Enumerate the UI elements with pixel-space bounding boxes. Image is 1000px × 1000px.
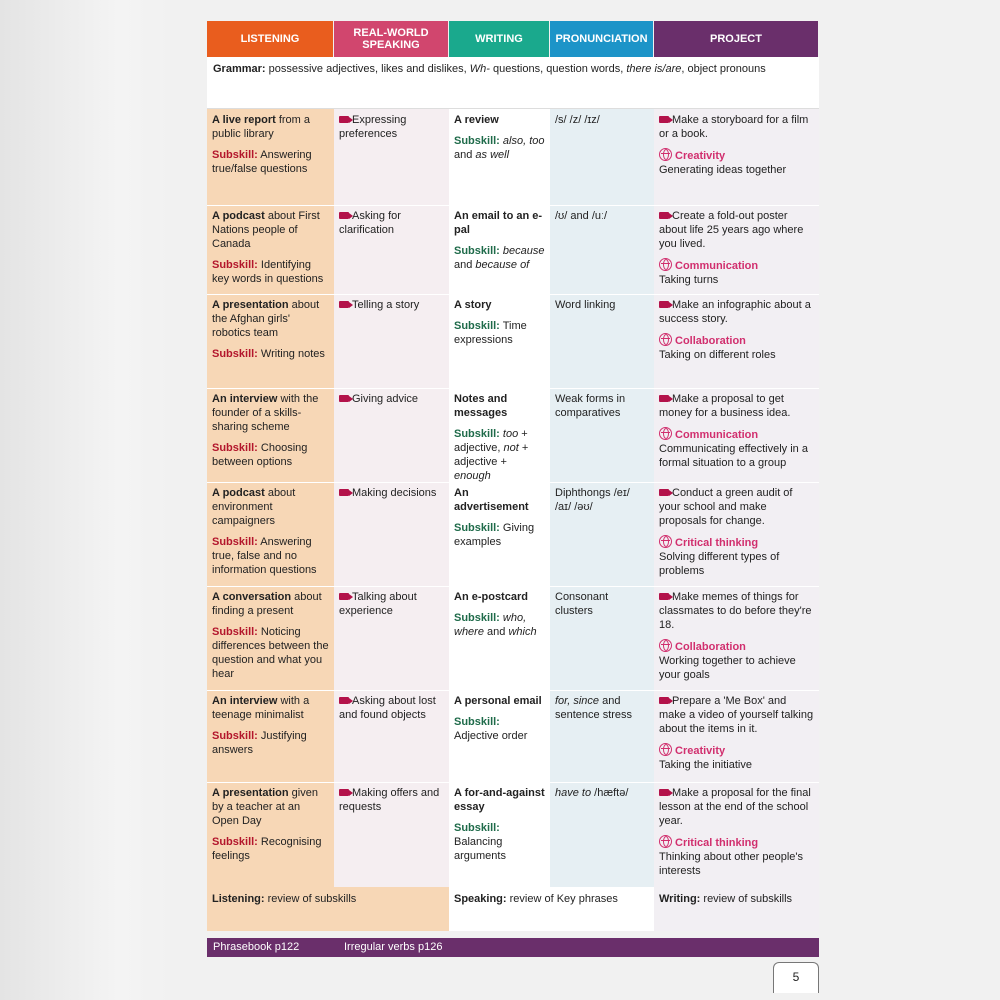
writing-subskill	[454, 521, 545, 549]
project-task	[659, 786, 814, 828]
subskill-part: not	[503, 442, 519, 454]
header-speaking: REAL-WORLD SPEAKING	[334, 21, 448, 57]
subskill-label: Subskill:	[454, 135, 500, 147]
listening-subskill	[212, 729, 329, 757]
writing-cell	[449, 482, 550, 586]
listening-cell	[207, 690, 334, 782]
spacer	[212, 434, 329, 441]
subskill-label: Subskill:	[454, 716, 500, 728]
spacer	[659, 528, 814, 535]
subskill-part: and	[454, 149, 476, 161]
pronunciation-text: Word linking	[555, 299, 616, 311]
project-skill	[659, 535, 814, 550]
project-task	[659, 298, 814, 326]
project-task	[659, 486, 814, 528]
review-text: review of Key phrases	[506, 893, 618, 905]
speaking-text: Asking for clarification	[339, 210, 401, 236]
syllabus-page	[207, 0, 819, 1000]
listening-cell	[207, 109, 334, 205]
subskill-part: also, too	[499, 135, 545, 147]
listening-title	[212, 113, 329, 141]
speaking-text: Making decisions	[352, 487, 437, 499]
pronunciation-text: and sentence stress	[555, 695, 633, 721]
project-task	[659, 209, 814, 251]
writing-title: A story	[454, 299, 492, 311]
writing-subskill	[454, 319, 545, 347]
subskill-text: Writing notes	[257, 348, 325, 360]
listening-title-text: An interview	[212, 695, 278, 707]
writing-cell	[449, 690, 550, 782]
project-cell	[654, 782, 819, 887]
project-cell	[654, 109, 819, 205]
spacer	[659, 736, 814, 743]
listening-cell	[207, 482, 334, 586]
spacer	[659, 326, 814, 333]
project-task-text: Conduct a green audit of your school and make proposals for change.	[659, 487, 793, 527]
subskill-text: Answering true/false questions	[212, 149, 312, 175]
speaking-cell	[334, 109, 449, 205]
spacer	[659, 828, 814, 835]
page-edge-shadow	[0, 0, 170, 1000]
globe-icon	[659, 835, 672, 848]
subskill-label: Subskill:	[454, 245, 500, 257]
review-text: review of subskills	[264, 893, 357, 905]
listening-title	[212, 694, 329, 722]
subskill-label: Subskill:	[212, 442, 258, 454]
listening-description: about the Afghan girls' robotics team	[212, 299, 320, 339]
review-label: Speaking:	[454, 893, 507, 905]
speaking-text: Asking about lost and found objects	[339, 695, 436, 721]
listening-description: about environment campaigners	[212, 487, 296, 527]
listening-title-text: An interview	[212, 393, 278, 405]
listening-title	[212, 298, 329, 340]
spacer	[659, 420, 814, 427]
pronunciation-cell	[550, 388, 654, 482]
spacer	[212, 340, 329, 347]
listening-title-text: A live report	[212, 114, 276, 126]
subskill-text: Justifying answers	[212, 730, 307, 756]
video-camera-icon[interactable]	[339, 789, 349, 796]
subskill-label: Subskill:	[454, 612, 500, 624]
review-listening	[207, 887, 449, 931]
spacer	[659, 251, 814, 258]
speaking-text: Giving advice	[352, 393, 419, 405]
spacer	[212, 618, 329, 625]
writing-cell	[449, 388, 550, 482]
pronunciation-text: Diphthongs /eɪ/ /aɪ/ /əʊ/	[555, 487, 630, 513]
video-camera-icon[interactable]	[659, 593, 669, 600]
subskill-part: which	[508, 626, 537, 638]
globe-icon	[659, 333, 672, 346]
speaking-cell	[334, 294, 449, 388]
listening-cell	[207, 205, 334, 294]
listening-title	[212, 590, 329, 618]
subskill-label: Subskill:	[454, 320, 500, 332]
project-task-text: Make a proposal for the final lesson at the end of the school year.	[659, 787, 811, 827]
project-cell	[654, 205, 819, 294]
project-task-text: Create a fold-out poster about life 25 years ago where you lived.	[659, 210, 804, 250]
project-skill-description: Taking turns	[659, 274, 719, 286]
spacer	[212, 828, 329, 835]
grammar-text-3: , object pronouns	[681, 63, 766, 75]
project-skill-name: Creativity	[675, 745, 726, 757]
writing-subskill	[454, 611, 545, 639]
phrasebook-ref: Phrasebook p122	[213, 941, 300, 953]
spacer	[212, 141, 329, 148]
subskill-label: Subskill:	[212, 730, 258, 742]
project-skill-name: Communication	[675, 260, 759, 272]
subskill-label: Subskill:	[212, 536, 258, 548]
writing-title: Notes and messages	[454, 393, 508, 419]
spacer	[454, 604, 545, 611]
writing-cell	[449, 205, 550, 294]
speaking-text: Telling a story	[352, 299, 420, 311]
project-skill-description: Solving different types of problems	[659, 551, 780, 577]
subskill-part: Adjective order	[454, 730, 528, 742]
project-skill-description: Taking the initiative	[659, 759, 752, 771]
listening-title-text: A podcast	[212, 487, 265, 499]
subskill-label: Subskill:	[212, 626, 258, 638]
listening-title	[212, 209, 329, 251]
project-task	[659, 392, 814, 420]
video-camera-icon[interactable]	[339, 395, 349, 402]
speaking-cell	[334, 690, 449, 782]
project-skill-name: Critical thinking	[675, 837, 759, 849]
writing-title: A review	[454, 114, 499, 126]
project-cell	[654, 294, 819, 388]
subskill-label: Subskill:	[454, 822, 500, 834]
subskill-part: Time expressions	[454, 320, 527, 346]
listening-cell	[207, 388, 334, 482]
footer-bar	[207, 938, 819, 957]
spacer	[659, 141, 814, 148]
project-skill	[659, 148, 814, 163]
review-label: Writing:	[659, 893, 701, 905]
project-skill-description: Thinking about other people's interests	[659, 851, 803, 877]
project-skill	[659, 258, 814, 273]
globe-icon	[659, 258, 672, 271]
speaking-cell	[334, 482, 449, 586]
project-skill	[659, 835, 814, 850]
subskill-label: Subskill:	[212, 259, 258, 271]
writing-cell	[449, 782, 550, 887]
listening-subskill	[212, 441, 329, 469]
subskill-label: Subskill:	[212, 836, 258, 848]
pronunciation-cell	[550, 294, 654, 388]
project-skill	[659, 639, 814, 654]
project-skill-name: Collaboration	[675, 641, 746, 653]
video-camera-icon[interactable]	[339, 697, 349, 704]
listening-title	[212, 486, 329, 528]
writing-title: A for-and-against essay	[454, 787, 545, 813]
subskill-part: and	[454, 259, 476, 271]
project-skill-name: Communication	[675, 429, 759, 441]
subskill-part: Giving examples	[454, 522, 535, 548]
pronunciation-cell	[550, 205, 654, 294]
grammar-label: Grammar:	[213, 63, 266, 75]
project-skill	[659, 427, 814, 442]
subskill-part: who, where	[454, 612, 527, 638]
pronunciation-cell	[550, 690, 654, 782]
writing-subskill	[454, 427, 545, 483]
subskill-label: Subskill:	[212, 149, 258, 161]
globe-icon	[659, 427, 672, 440]
writing-cell	[449, 586, 550, 690]
spacer	[212, 528, 329, 535]
listening-subskill	[212, 347, 329, 361]
subskill-text: Noticing differences between the question and what you hear	[212, 626, 329, 680]
pronunciation-cell	[550, 782, 654, 887]
listening-title-text: A presentation	[212, 787, 289, 799]
writing-subskill	[454, 715, 545, 743]
globe-icon	[659, 148, 672, 161]
speaking-text: Expressing preferences	[339, 114, 407, 140]
listening-description: from a public library	[212, 114, 311, 140]
subskill-label: Subskill:	[454, 428, 500, 440]
pronunciation-cell	[550, 586, 654, 690]
pronunciation-text: /ʊ/ and /uː/	[555, 210, 608, 222]
listening-description: given by a teacher at an Open Day	[212, 787, 318, 827]
project-task-text: Make memes of things for classmates to do before they're 18.	[659, 591, 812, 631]
listening-subskill	[212, 148, 329, 176]
speaking-text: Making offers and requests	[339, 787, 440, 813]
review-label: Listening:	[212, 893, 265, 905]
header-listening: LISTENING	[207, 21, 333, 57]
video-camera-icon[interactable]	[339, 301, 349, 308]
writing-title: An email to an e-pal	[454, 210, 543, 236]
subskill-part: because	[499, 245, 545, 257]
listening-subskill	[212, 535, 329, 577]
writing-subskill	[454, 134, 545, 162]
writing-subskill	[454, 821, 545, 863]
project-cell	[654, 482, 819, 586]
spacer	[454, 708, 545, 715]
project-skill-name: Critical thinking	[675, 537, 759, 549]
header-pronunciation: PRONUNCIATION	[550, 21, 653, 57]
pronunciation-cell	[550, 109, 654, 205]
project-task	[659, 590, 814, 632]
grammar-text-2: questions, question words,	[489, 63, 627, 75]
video-camera-icon[interactable]	[659, 212, 669, 219]
spacer	[454, 420, 545, 427]
writing-title: An advertisement	[454, 487, 529, 513]
video-camera-icon[interactable]	[659, 301, 669, 308]
video-camera-icon[interactable]	[659, 789, 669, 796]
listening-title-text: A podcast	[212, 210, 265, 222]
spacer	[212, 251, 329, 258]
speaking-cell	[334, 586, 449, 690]
project-skill-description: Taking on different roles	[659, 349, 776, 361]
pronunciation-text: /hæftə/	[591, 787, 629, 799]
project-skill	[659, 333, 814, 348]
subskill-text: Identifying key words in questions	[212, 259, 324, 285]
grammar-text-1: possessive adjectives, likes and dislikes,	[265, 63, 470, 75]
listening-subskill	[212, 625, 329, 681]
listening-subskill	[212, 258, 329, 286]
video-camera-icon[interactable]	[339, 593, 349, 600]
subskill-part: + adjective,	[454, 428, 528, 454]
listening-description: about finding a present	[212, 591, 322, 617]
grammar-wh: Wh-	[469, 63, 490, 75]
listening-cell	[207, 782, 334, 887]
listening-title	[212, 392, 329, 434]
project-skill	[659, 743, 814, 758]
project-task-text: Make a storyboard for a film or a book.	[659, 114, 809, 140]
header-writing: WRITING	[449, 21, 549, 57]
pronunciation-text: Consonant clusters	[555, 591, 609, 617]
subskill-part: enough	[454, 470, 491, 482]
review-text: review of subskills	[700, 893, 793, 905]
irregular-verbs-ref: Irregular verbs p126	[344, 941, 443, 953]
project-skill-description: Working together to achieve your goals	[659, 655, 796, 681]
subskill-part: too	[499, 428, 519, 440]
review-speaking	[449, 887, 654, 931]
video-camera-icon[interactable]	[659, 116, 669, 123]
spacer	[454, 814, 545, 821]
writing-cell	[449, 109, 550, 205]
subskill-part: as well	[475, 149, 510, 161]
project-task	[659, 694, 814, 736]
writing-cell	[449, 294, 550, 388]
video-camera-icon[interactable]	[339, 212, 349, 219]
listening-cell	[207, 294, 334, 388]
grammar-there-is: there is/are	[626, 63, 682, 75]
subskill-label: Subskill:	[212, 348, 258, 360]
project-task-text: Prepare a 'Me Box' and make a video of yourself talking about the items in it.	[659, 695, 814, 735]
globe-icon	[659, 535, 672, 548]
writing-title: An e-postcard	[454, 591, 528, 603]
video-camera-icon[interactable]	[659, 489, 669, 496]
listening-description: with the founder of a skills-sharing scheme	[212, 393, 319, 433]
review-writing	[654, 887, 819, 931]
video-camera-icon[interactable]	[659, 697, 669, 704]
pronunciation-text: /s/ /z/ /ɪz/	[555, 114, 600, 126]
page-number: 5	[773, 962, 819, 993]
spacer	[454, 127, 545, 134]
project-task-text: Make an infographic about a success story.	[659, 299, 811, 325]
speaking-cell	[334, 205, 449, 294]
subskill-part: Balancing arguments	[454, 836, 506, 862]
project-cell	[654, 388, 819, 482]
pronunciation-text: have to	[555, 787, 592, 799]
listening-title	[212, 786, 329, 828]
writing-title: A personal email	[454, 695, 542, 707]
subskill-label: Subskill:	[454, 522, 500, 534]
globe-icon	[659, 639, 672, 652]
listening-description: about First Nations people of Canada	[212, 210, 320, 250]
listening-subskill	[212, 835, 329, 863]
spacer	[454, 237, 545, 244]
speaking-cell	[334, 782, 449, 887]
grammar-row	[207, 57, 819, 109]
listening-cell	[207, 586, 334, 690]
pronunciation-cell	[550, 482, 654, 586]
video-camera-icon[interactable]	[339, 116, 349, 123]
subskill-part: and	[483, 626, 509, 638]
subskill-part: because of	[475, 259, 530, 271]
speaking-cell	[334, 388, 449, 482]
project-skill-name: Collaboration	[675, 335, 746, 347]
pronunciation-text: for, since	[555, 695, 600, 707]
globe-icon	[659, 743, 672, 756]
project-cell	[654, 690, 819, 782]
listening-title-text: A presentation	[212, 299, 289, 311]
subskill-text: Choosing between options	[212, 442, 308, 468]
spacer	[659, 632, 814, 639]
spacer	[454, 514, 545, 521]
listening-title-text: A conversation	[212, 591, 292, 603]
pronunciation-text: Weak forms in comparatives	[555, 393, 626, 419]
spacer	[212, 722, 329, 729]
subskill-text: Recognising feelings	[212, 836, 322, 862]
project-cell	[654, 586, 819, 690]
subskill-text: Answering true, false and no information questions	[212, 536, 317, 576]
header-project: PROJECT	[654, 21, 818, 57]
video-camera-icon[interactable]	[659, 395, 669, 402]
project-task	[659, 113, 814, 141]
project-task-text: Make a proposal to get money for a business idea.	[659, 393, 791, 419]
video-camera-icon[interactable]	[339, 489, 349, 496]
project-skill-description: Generating ideas together	[659, 164, 787, 176]
project-skill-name: Creativity	[675, 150, 726, 162]
speaking-text: Talking about experience	[339, 591, 417, 617]
writing-subskill	[454, 244, 545, 272]
project-skill-description: Communicating effectively in a formal situation to a group	[659, 443, 808, 469]
listening-description: with a teenage minimalist	[212, 695, 310, 721]
subskill-part: + adjective +	[454, 442, 529, 468]
spacer	[454, 312, 545, 319]
